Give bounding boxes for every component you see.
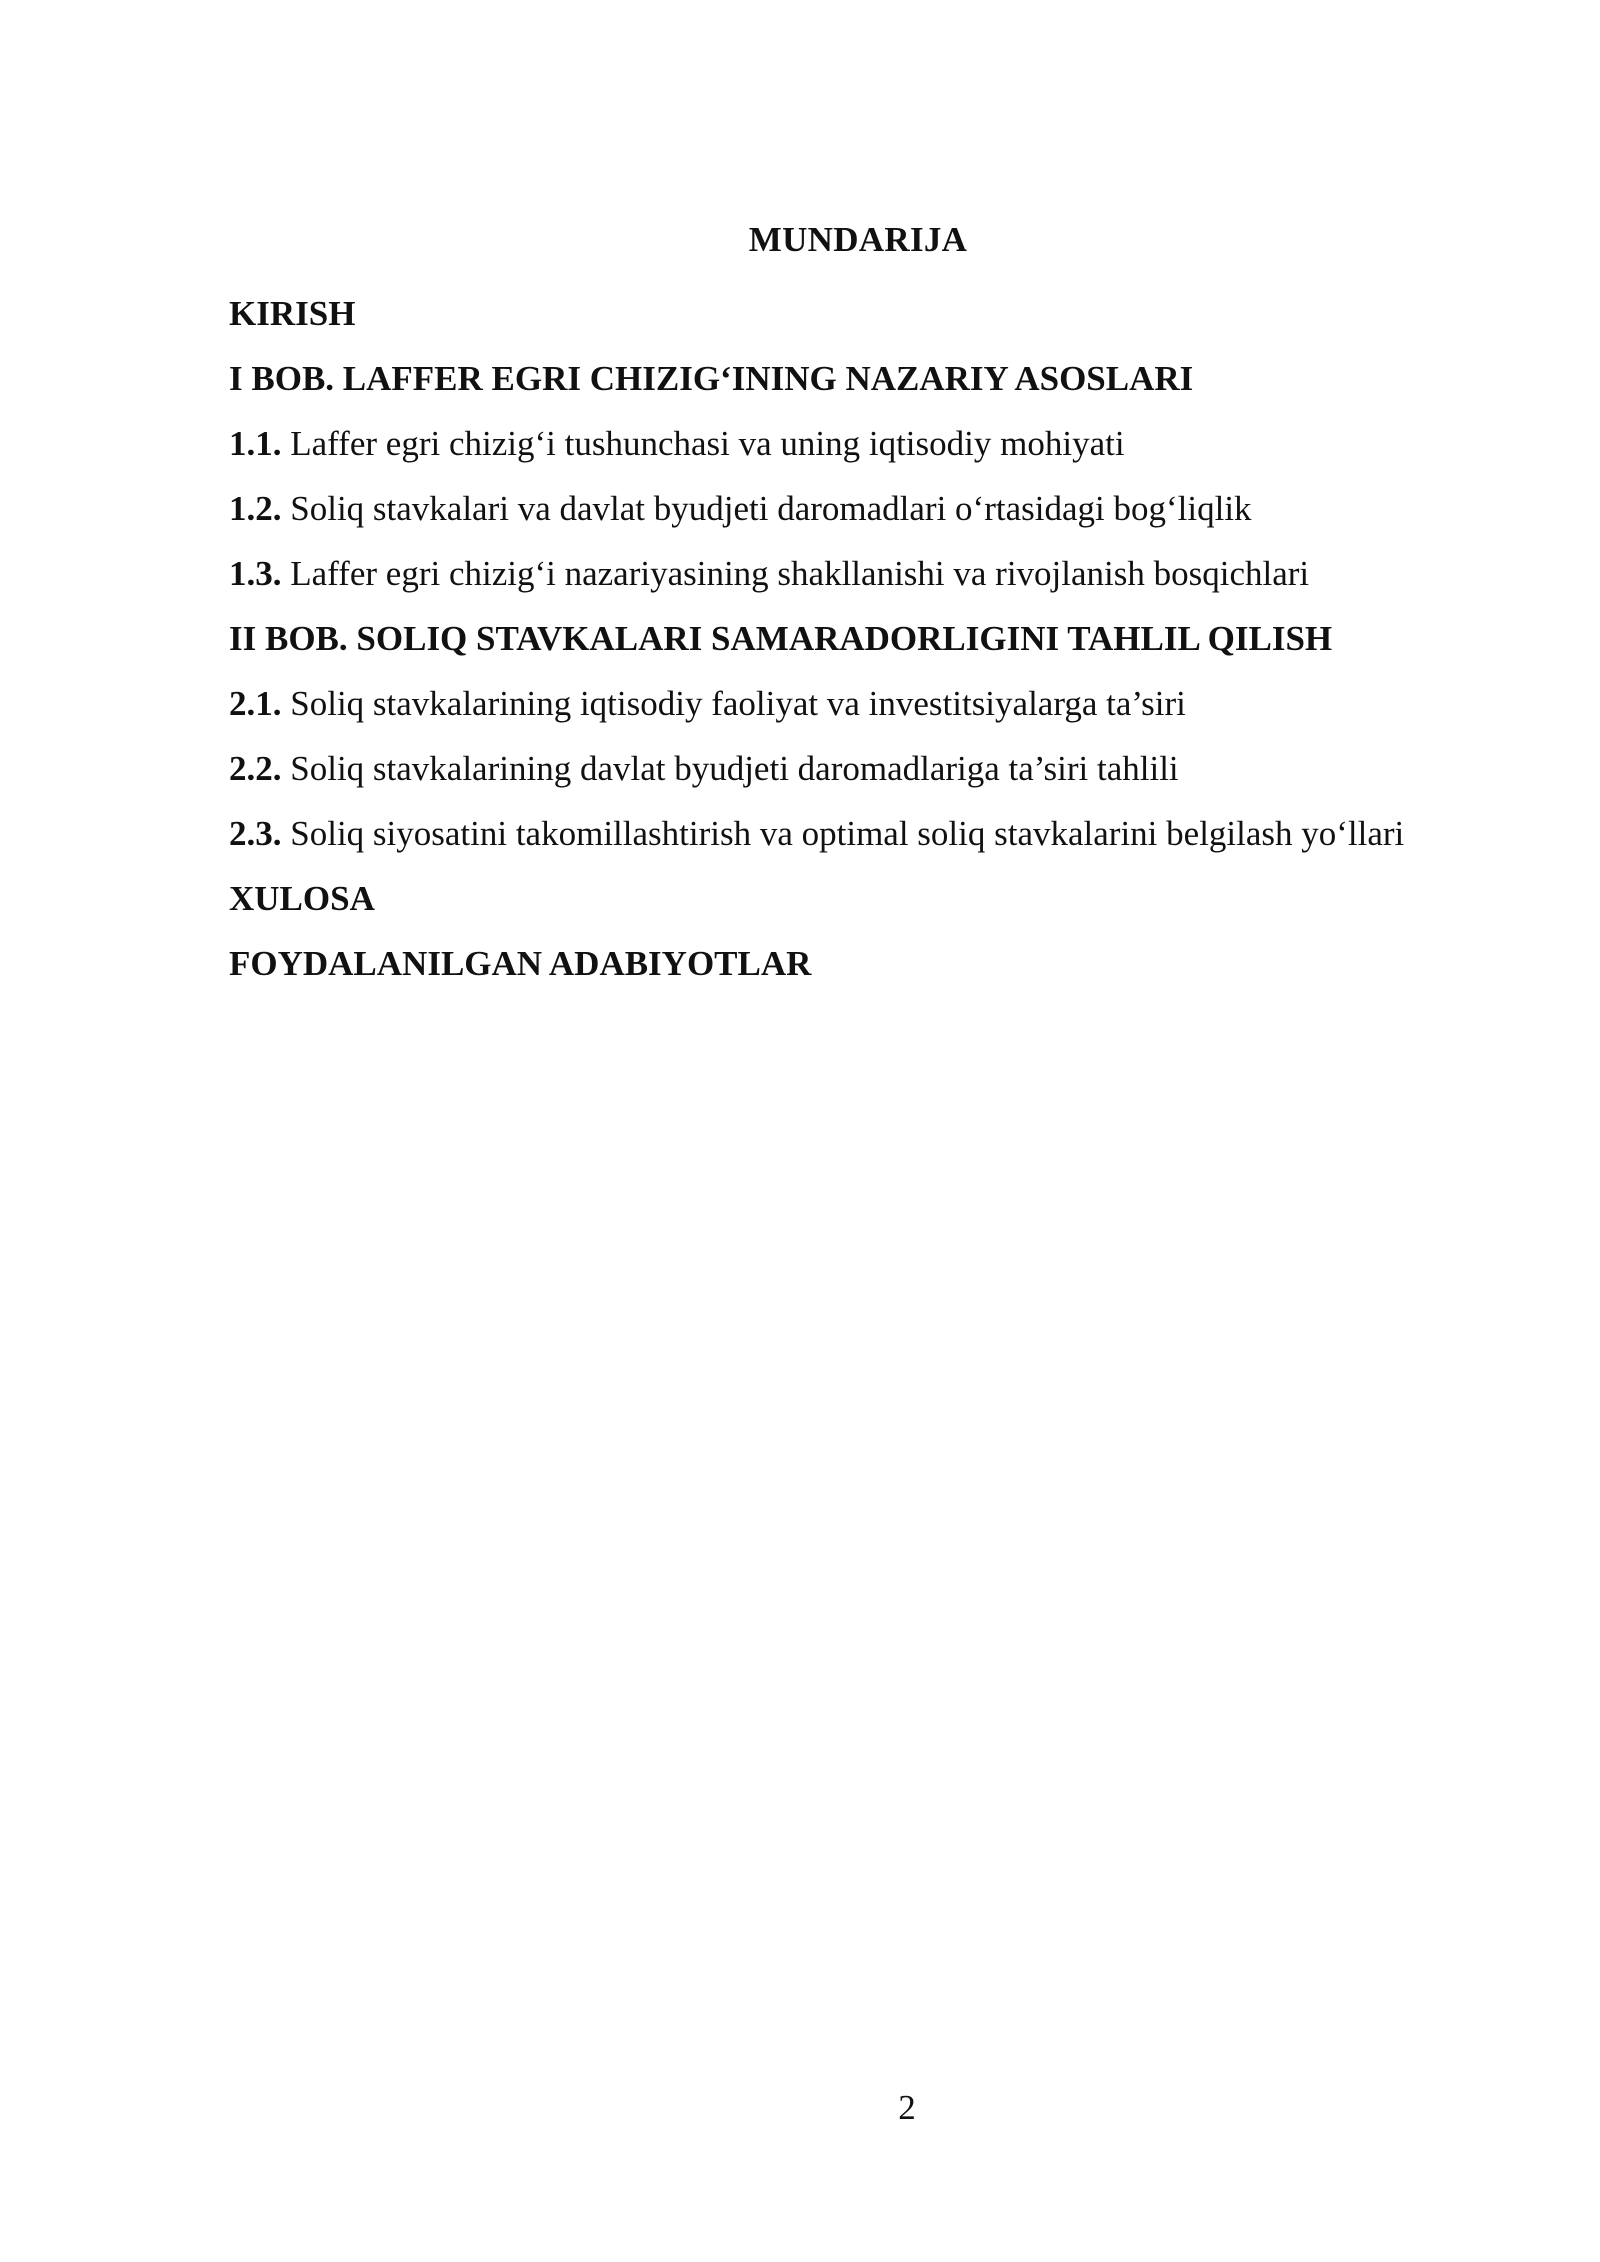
toc-heading-xulosa: XULOSA [229,879,375,918]
section-number: 2.3. [229,814,282,853]
page-title: MUNDARIJA [748,220,968,259]
section-number: 2.1. [229,684,282,723]
toc-heading-references: FOYDALANILGAN ADABIYOTLAR [229,944,812,983]
section-title: Soliq stavkalarining iqtisodiy faoliyat va investitsiyalarga ta’siri [290,684,1186,723]
section-title: Soliq siyosatini takomillashtirish va optimal soliq stavkalarini belgilash yo‘llari [290,814,1405,853]
toc-section-1-2 [229,476,1449,541]
table-of-contents [229,281,1449,996]
section-number: 1.2. [229,489,282,528]
toc-section-2-3 [229,801,1419,866]
toc-heading-kirish: KIRISH [229,294,356,333]
section-title: Soliq stavkalarining davlat byudjeti daromadlariga ta’siri tahlili [290,749,1179,788]
section-number: 1.3. [229,554,282,593]
page-number: 2 [898,2088,916,2127]
toc-section-2-1 [229,671,1449,736]
toc-heading-chapter-1: I BOB. LAFFER EGRI CHIZIG‘INING NAZARIY ASOSLARI [229,359,1194,398]
toc-section-1-1 [229,411,1449,476]
section-number: 2.2. [229,749,282,788]
toc-section-2-2 [229,736,1449,801]
section-number: 1.1. [229,424,282,463]
section-title: Laffer egri chizig‘i nazariyasining shakllanishi va rivojlanish bosqichlari [290,554,1310,593]
toc-section-1-3 [229,541,1449,606]
toc-heading-chapter-2: II BOB. SOLIQ STAVKALARI SAMARADORLIGINI TAHLIL QILISH [229,619,1333,658]
section-title: Soliq stavkalari va davlat byudjeti daromadlari o‘rtasidagi bog‘liqlik [290,489,1252,528]
section-title: Laffer egri chizig‘i tushunchasi va uning iqtisodiy mohiyati [290,424,1125,463]
